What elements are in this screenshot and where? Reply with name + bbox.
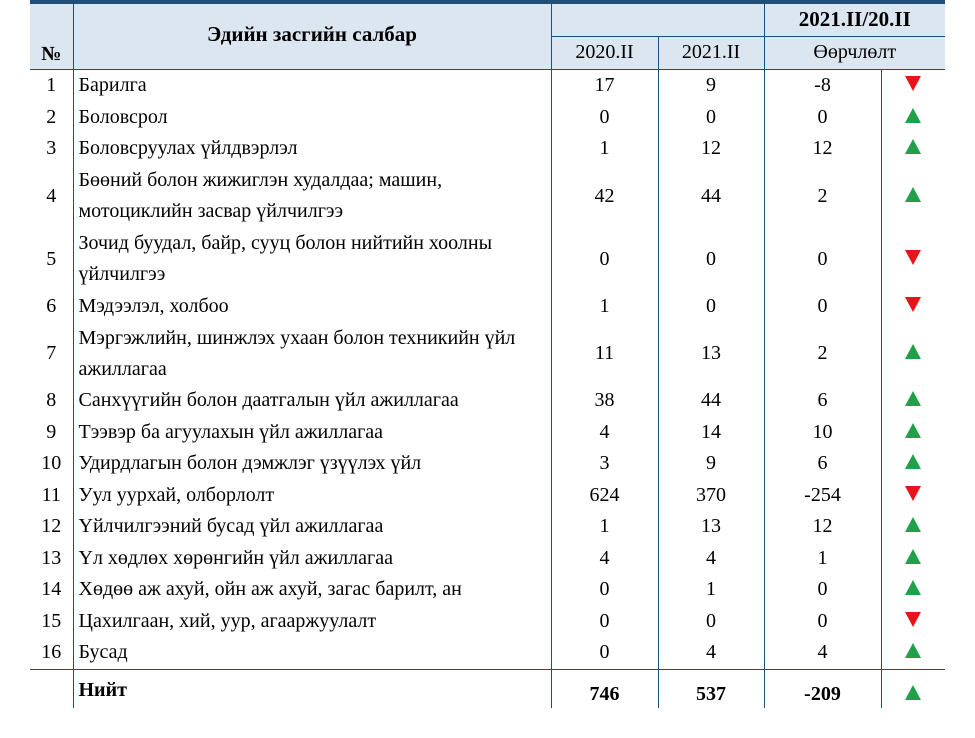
- row-sector: Мэргэжлийн, шинжлэх ухаан болон техникийн үйл ажиллагаа: [73, 322, 551, 385]
- header-year-2021: 2021.II: [658, 36, 764, 69]
- row-sector: Цахилгаан, хий, уур, агааржуулалт: [73, 606, 551, 638]
- trend-up-icon: [905, 391, 921, 406]
- sector-table: [30, 4, 945, 708]
- table-row: [30, 228, 945, 291]
- row-value-2020: 0: [551, 606, 658, 638]
- row-change: 10: [764, 417, 881, 449]
- row-change: 0: [764, 291, 881, 323]
- row-value-2021: 44: [658, 165, 764, 228]
- header-number: №: [30, 4, 73, 70]
- row-value-2021: 0: [658, 291, 764, 323]
- row-number: 10: [41, 452, 62, 475]
- row-sector: Бусад: [73, 637, 551, 669]
- table-row: [30, 511, 945, 543]
- row-change: 0: [764, 606, 881, 638]
- row-value-2020: 4: [551, 417, 658, 449]
- header-change: Өөрчлөлт: [764, 36, 945, 69]
- row-sector: Барилга: [73, 70, 551, 102]
- trend-up-icon: [905, 187, 921, 202]
- table-row: [30, 480, 945, 512]
- row-change: 4: [764, 637, 881, 669]
- row-value-2021: 44: [658, 385, 764, 417]
- header-comparison: 2021.II/20.II: [764, 4, 945, 36]
- row-number: 14: [41, 578, 62, 601]
- row-sector: Санхүүгийн болон даатгалын үйл ажиллагаа: [73, 385, 551, 417]
- total-change: -209: [764, 669, 881, 708]
- row-value-2021: 9: [658, 70, 764, 102]
- trend-up-icon: [905, 549, 921, 564]
- trend-down-icon: [905, 297, 921, 312]
- row-number: 16: [41, 641, 62, 664]
- trend-down-icon: [905, 250, 921, 265]
- trend-up-icon: [905, 454, 921, 469]
- row-number: 9: [46, 420, 57, 443]
- trend-up-icon: [905, 139, 921, 154]
- trend-up-icon: [905, 580, 921, 595]
- row-sector: Үйлчилгээний бусад үйл ажиллагаа: [73, 511, 551, 543]
- row-change: -254: [764, 480, 881, 512]
- row-sector: Үл хөдлөх хөрөнгийн үйл ажиллагаа: [73, 543, 551, 575]
- table-row: [30, 165, 945, 228]
- row-change: -8: [764, 70, 881, 102]
- trend-up-icon: [905, 108, 921, 123]
- row-value-2021: 4: [658, 637, 764, 669]
- trend-down-icon: [905, 486, 921, 501]
- row-value-2020: 17: [551, 70, 658, 102]
- table-row: [30, 606, 945, 638]
- row-number: 12: [41, 515, 62, 538]
- row-change: 6: [764, 448, 881, 480]
- total-value-2021: 537: [658, 669, 764, 708]
- row-sector: Боловсруулах үйлдвэрлэл: [73, 133, 551, 165]
- table-row: [30, 385, 945, 417]
- trend-up-icon: [905, 423, 921, 438]
- row-value-2021: 0: [658, 606, 764, 638]
- row-value-2020: 42: [551, 165, 658, 228]
- row-change: 2: [764, 322, 881, 385]
- row-value-2020: 0: [551, 574, 658, 606]
- row-value-2020: 3: [551, 448, 658, 480]
- row-number: 5: [46, 247, 57, 270]
- row-sector: Уул уурхай, олборлолт: [73, 480, 551, 512]
- header-year-2020: 2020.II: [551, 36, 658, 69]
- row-sector: Мэдээлэл, холбоо: [73, 291, 551, 323]
- row-value-2020: 4: [551, 543, 658, 575]
- row-number: 8: [46, 389, 57, 412]
- row-value-2020: 0: [551, 637, 658, 669]
- row-number: 13: [41, 546, 62, 569]
- row-number: 15: [41, 609, 62, 632]
- row-value-2021: 4: [658, 543, 764, 575]
- row-change: 2: [764, 165, 881, 228]
- trend-down-icon: [905, 612, 921, 627]
- row-sector: Бөөний болон жижиглэн худалдаа; машин, мотоциклийн засвар үйлчилгээ: [73, 165, 551, 228]
- row-number: 1: [46, 74, 57, 97]
- table-row: [30, 70, 945, 102]
- row-value-2021: 0: [658, 102, 764, 134]
- row-value-2020: 11: [551, 322, 658, 385]
- header-blank: [551, 4, 764, 36]
- trend-down-icon: [905, 76, 921, 91]
- row-value-2021: 13: [658, 322, 764, 385]
- row-value-2021: 13: [658, 511, 764, 543]
- trend-up-icon: [905, 517, 921, 532]
- row-value-2021: 12: [658, 133, 764, 165]
- row-number: 7: [46, 342, 57, 364]
- table-row: [30, 133, 945, 165]
- table-row: [30, 291, 945, 323]
- row-sector: Тээвэр ба агуулахын үйл ажиллагаа: [73, 417, 551, 449]
- table-row: [30, 102, 945, 134]
- table-row: [30, 543, 945, 575]
- row-value-2021: 0: [658, 228, 764, 291]
- table-row: [30, 322, 945, 385]
- row-value-2020: 38: [551, 385, 658, 417]
- row-sector: Зочид буудал, байр, сууц болон нийтийн хоолны үйлчилгээ: [73, 228, 551, 291]
- row-value-2020: 0: [551, 102, 658, 134]
- row-change: 0: [764, 574, 881, 606]
- row-change: 1: [764, 543, 881, 575]
- row-number: 2: [46, 105, 57, 128]
- row-number: 11: [41, 483, 61, 506]
- row-change: 0: [764, 102, 881, 134]
- total-value-2020: 746: [551, 669, 658, 708]
- row-change: 12: [764, 511, 881, 543]
- row-change: 6: [764, 385, 881, 417]
- row-number: 3: [46, 137, 57, 160]
- trend-up-icon: [905, 643, 921, 658]
- row-number: 4: [46, 184, 57, 207]
- trend-up-icon: [905, 685, 921, 700]
- table-row: [30, 637, 945, 669]
- row-change: 12: [764, 133, 881, 165]
- row-sector: Удирдлагын болон дэмжлэг үзүүлэх үйл: [73, 448, 551, 480]
- row-value-2020: 1: [551, 291, 658, 323]
- row-value-2020: 624: [551, 480, 658, 512]
- row-value-2020: 1: [551, 511, 658, 543]
- row-value-2021: 9: [658, 448, 764, 480]
- row-number: 6: [46, 294, 57, 317]
- table-row: [30, 417, 945, 449]
- total-label: Нийт: [73, 669, 551, 708]
- table-row: [30, 448, 945, 480]
- table-row: [30, 574, 945, 606]
- row-value-2021: 370: [658, 480, 764, 512]
- row-value-2020: 0: [551, 228, 658, 291]
- total-row: [30, 669, 945, 708]
- row-sector: Боловсрол: [73, 102, 551, 134]
- row-change: 0: [764, 228, 881, 291]
- header-sector: Эдийн засгийн салбар: [73, 4, 551, 70]
- row-value-2021: 1: [658, 574, 764, 606]
- row-value-2021: 14: [658, 417, 764, 449]
- row-value-2020: 1: [551, 133, 658, 165]
- trend-up-icon: [905, 344, 921, 359]
- row-sector: Хөдөө аж ахуй, ойн аж ахуй, загас барилт, ан: [73, 574, 551, 606]
